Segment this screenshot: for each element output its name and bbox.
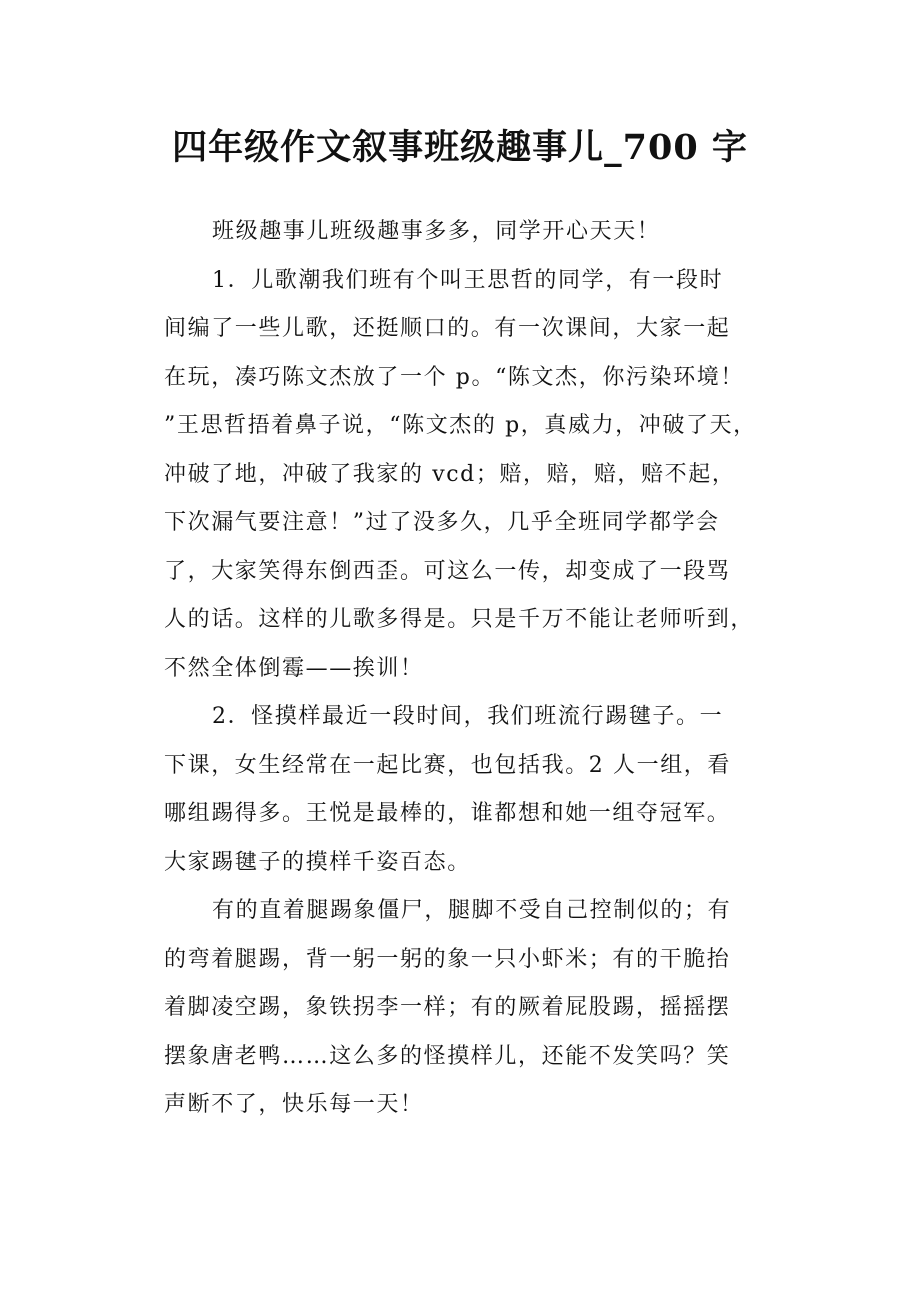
document-body bbox=[164, 208, 776, 1130]
paragraph-nursery-rhyme bbox=[164, 257, 776, 694]
text-line: 不然全体倒霉——挨训！ bbox=[164, 655, 424, 681]
text-line: 1．儿歌潮我们班有个叫王思哲的同学，有一段时 bbox=[212, 267, 724, 293]
text-line: 的弯着腿踢，背一躬一躬的象一只小虾米；有的干脆抬 bbox=[164, 946, 731, 972]
text-line: 了，大家笑得东倒西歪。可这么一传，却变成了一段骂 bbox=[164, 558, 731, 584]
text-line: 间编了一些儿歌，还挺顺口的。有一次课间，大家一起 bbox=[164, 316, 731, 341]
text-line: 班级趣事儿班级趣事多多，同学开心天天！ bbox=[212, 219, 661, 244]
paragraph-funny-poses bbox=[164, 887, 776, 1130]
text-line: 哪组踢得多。王悦是最棒的，谁都想和她一组夺冠军。 bbox=[164, 801, 731, 826]
text-line: 冲破了地，冲破了我家的 vcd；赔，赔，赔，赔不起， bbox=[164, 461, 736, 487]
text-line: 着脚凌空踢，象铁拐李一样；有的厥着屁股踢，摇摇摆 bbox=[164, 995, 731, 1020]
text-line: 下课，女生经常在一起比赛，也包括我。2 人一组，看 bbox=[164, 752, 731, 778]
text-line: 声断不了，快乐每一天！ bbox=[164, 1092, 424, 1117]
text-line: 摆象唐老鸭……这么多的怪摸样儿，还能不发笑吗？笑 bbox=[164, 1043, 731, 1069]
paragraph-shuttlecock bbox=[164, 693, 776, 887]
text-line: 人的话。这样的儿歌多得是。只是千万不能让老师听到， bbox=[164, 607, 755, 632]
text-line: 2．怪摸样最近一段时间，我们班流行踢毽子。一 bbox=[212, 704, 724, 729]
text-line: 在玩，凑巧陈文杰放了一个 p。“陈文杰，你污染环境！ bbox=[164, 364, 744, 390]
text-line: 下次漏气要注意！”过了没多久，几乎全班同学都学会 bbox=[164, 510, 720, 535]
text-line: 大家踢毽子的摸样千姿百态。 bbox=[164, 849, 471, 875]
paragraph-intro bbox=[164, 208, 776, 257]
text-line: 有的直着腿踢象僵尸，腿脚不受自己控制似的；有 bbox=[212, 898, 732, 923]
text-line: ”王思哲捂着鼻子说，“陈文杰的 p，真威力，冲破了天， bbox=[164, 413, 757, 438]
document-title: 四年级作文叙事班级趣事儿_700 字 bbox=[172, 127, 748, 168]
